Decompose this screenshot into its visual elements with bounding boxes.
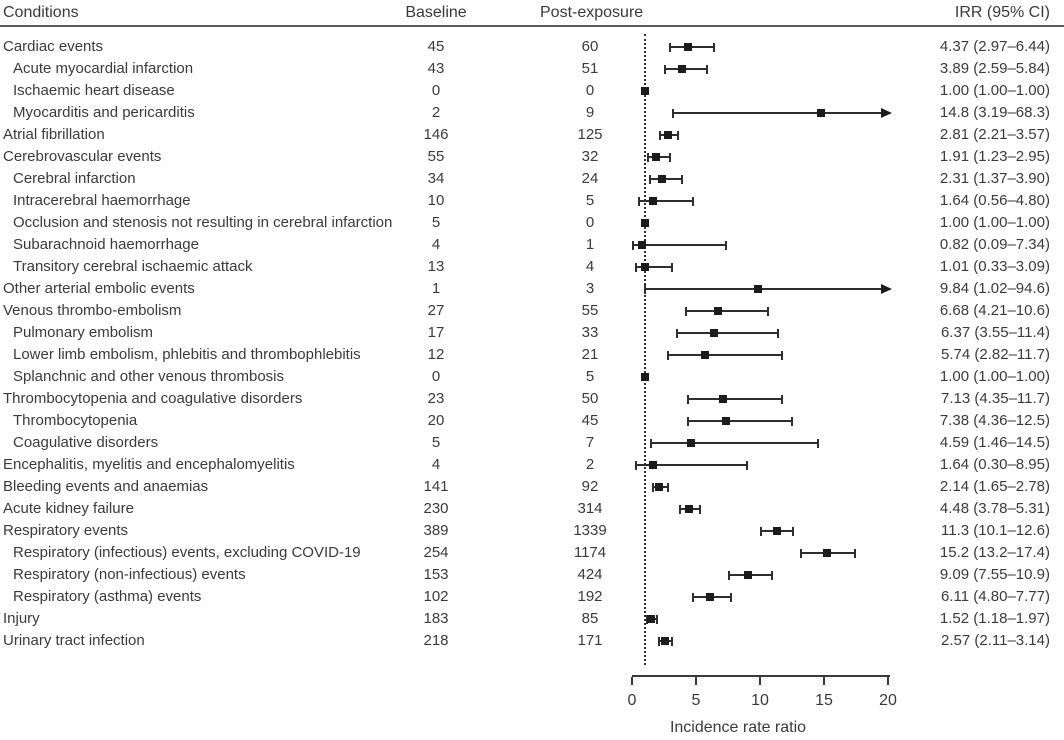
ci-whisker (650, 178, 682, 180)
ci-whisker (686, 310, 768, 312)
x-axis-line (632, 675, 890, 677)
ci-cap-left (679, 505, 681, 514)
post-exposure-value: 0 (585, 82, 595, 99)
irr-value: 4.37 (2.97–6.44) (939, 38, 1050, 55)
baseline-value: 13 (427, 258, 445, 275)
irr-value: 2.14 (1.65–2.78) (939, 478, 1050, 495)
post-exposure-value: 55 (581, 302, 599, 319)
irr-value: 4.59 (1.46–14.5) (939, 434, 1050, 451)
ci-cap-right (771, 571, 773, 580)
baseline-value: 218 (423, 632, 449, 649)
post-exposure-value: 424 (577, 566, 603, 583)
irr-value: 2.81 (2.21–3.57) (939, 126, 1050, 143)
baseline-value: 141 (423, 478, 449, 495)
ci-whisker (668, 354, 782, 356)
point-estimate-marker (719, 395, 727, 403)
point-estimate-marker (706, 593, 714, 601)
column-header-conditions: Conditions (3, 4, 79, 21)
ci-cap-left (647, 153, 649, 162)
point-estimate-marker (722, 417, 730, 425)
irr-value: 6.68 (4.21–10.6) (939, 302, 1050, 319)
condition-label: Cerebrovascular events (3, 148, 162, 165)
x-axis-tick-label: 15 (815, 692, 833, 709)
irr-value: 1.00 (1.00–1.00) (939, 214, 1050, 231)
condition-label: Encephalitis, myelitis and encephalomyelitis (3, 456, 295, 473)
ci-cap-right (746, 461, 748, 470)
ci-cap-left (652, 483, 654, 492)
x-axis-tick (823, 677, 825, 685)
irr-value: 1.00 (1.00–1.00) (939, 368, 1050, 385)
point-estimate-marker (817, 109, 825, 117)
post-exposure-value: 92 (581, 478, 599, 495)
irr-value: 1.91 (1.23–2.95) (939, 148, 1050, 165)
condition-label: Other arterial embolic events (3, 280, 195, 297)
ci-cap-right (854, 549, 856, 558)
baseline-value: 5 (431, 434, 441, 451)
post-exposure-value: 0 (585, 214, 595, 231)
post-exposure-value: 24 (581, 170, 599, 187)
irr-value: 4.48 (3.78–5.31) (939, 500, 1050, 517)
ci-cap-right (792, 527, 794, 536)
baseline-value: 4 (431, 456, 441, 473)
ci-whisker (670, 46, 714, 48)
point-estimate-marker (684, 43, 692, 51)
ci-cap-right (730, 593, 732, 602)
condition-label: Intracerebral haemorrhage (13, 192, 191, 209)
baseline-value: 45 (427, 38, 445, 55)
ci-cap-right (656, 615, 658, 624)
post-exposure-value: 2 (585, 456, 595, 473)
post-exposure-value: 45 (581, 412, 599, 429)
condition-label: Cardiac events (3, 38, 104, 55)
condition-label: Thrombocytopenia and coagulative disorders (3, 390, 303, 407)
ci-cap-left (644, 285, 646, 294)
condition-label: Subarachnoid haemorrhage (13, 236, 199, 253)
condition-label: Lower limb embolism, phlebitis and thrombophlebitis (13, 346, 361, 363)
point-estimate-marker (685, 505, 693, 513)
point-estimate-marker (823, 549, 831, 557)
reference-line (644, 34, 646, 665)
baseline-value: 43 (427, 60, 445, 77)
point-estimate-marker (641, 87, 649, 95)
baseline-value: 4 (431, 236, 441, 253)
ci-cap-left (760, 527, 762, 536)
irr-value: 11.3 (10.1–12.6) (941, 522, 1050, 539)
post-exposure-value: 7 (585, 434, 595, 451)
ci-cap-right (681, 175, 683, 184)
ci-cap-right (767, 307, 769, 316)
point-estimate-marker (701, 351, 709, 359)
condition-label: Cerebral infarction (13, 170, 136, 187)
post-exposure-value: 1174 (573, 544, 607, 561)
ci-cap-left (658, 637, 660, 646)
point-estimate-marker (714, 307, 722, 315)
post-exposure-value: 4 (585, 258, 595, 275)
ci-whisker (633, 244, 726, 246)
point-estimate-marker (641, 263, 649, 271)
condition-label: Respiratory (non-infectious) events (13, 566, 246, 583)
post-exposure-value: 5 (585, 368, 595, 385)
x-axis-tick-label: 10 (751, 692, 769, 709)
irr-value: 7.13 (4.35–11.7) (941, 390, 1050, 407)
point-estimate-marker (649, 197, 657, 205)
ci-cap-right (667, 483, 669, 492)
post-exposure-value: 85 (581, 610, 599, 627)
ci-cap-left (659, 131, 661, 140)
irr-value: 2.57 (2.11–3.14) (941, 632, 1050, 649)
ci-cap-right (699, 505, 701, 514)
ci-cap-left (649, 175, 651, 184)
baseline-value: 5 (431, 214, 441, 231)
post-exposure-value: 32 (581, 148, 599, 165)
x-axis-tick (759, 677, 761, 685)
condition-label: Acute myocardial infarction (13, 60, 194, 77)
condition-label: Bleeding events and anaemias (3, 478, 209, 495)
ci-cap-left (672, 109, 674, 118)
x-axis-tick-label: 5 (691, 692, 701, 709)
baseline-value: 2 (431, 104, 441, 121)
irr-value: 3.89 (2.59–5.84) (939, 60, 1050, 77)
irr-value: 2.31 (1.37–3.90) (939, 170, 1050, 187)
point-estimate-marker (664, 131, 672, 139)
condition-label: Respiratory (asthma) events (13, 588, 202, 605)
ci-cap-left (650, 439, 652, 448)
column-header-post-exposure: Post-exposure (540, 4, 644, 21)
condition-label: Coagulative disorders (13, 434, 159, 451)
baseline-value: 0 (431, 82, 441, 99)
irr-value: 1.01 (0.33–3.09) (939, 258, 1050, 275)
ci-whisker (665, 68, 707, 70)
baseline-value: 12 (427, 346, 445, 363)
condition-label: Injury (3, 610, 40, 627)
ci-cap-right (692, 197, 694, 206)
ci-whisker (651, 442, 818, 444)
ci-cap-left (692, 593, 694, 602)
ci-cap-right (781, 351, 783, 360)
x-axis-tick (631, 677, 633, 685)
ci-cap-right (791, 417, 793, 426)
point-estimate-marker (647, 615, 655, 623)
post-exposure-value: 3 (585, 280, 595, 297)
condition-label: Respiratory events (3, 522, 129, 539)
ci-cap-left (669, 43, 671, 52)
post-exposure-value: 50 (581, 390, 599, 407)
ci-cap-left (667, 351, 669, 360)
ci-cap-left (676, 329, 678, 338)
irr-value: 1.64 (0.30–8.95) (939, 456, 1050, 473)
ci-whisker (645, 288, 881, 290)
post-exposure-value: 9 (585, 104, 595, 121)
baseline-value: 27 (427, 302, 445, 319)
ci-cap-left (800, 549, 802, 558)
baseline-value: 389 (423, 522, 449, 539)
point-estimate-marker (687, 439, 695, 447)
post-exposure-value: 192 (577, 588, 603, 605)
point-estimate-marker (649, 461, 657, 469)
point-estimate-marker (652, 153, 660, 161)
baseline-value: 230 (423, 500, 449, 517)
irr-value: 15.2 (13.2–17.4) (939, 544, 1050, 561)
condition-label: Occlusion and stenosis not resulting in cerebral infarction (13, 214, 393, 231)
condition-label: Ischaemic heart disease (13, 82, 175, 99)
ci-cap-right (671, 263, 673, 272)
x-axis-tick-label: 20 (879, 692, 897, 709)
condition-label: Pulmonary embolism (13, 324, 154, 341)
baseline-value: 183 (423, 610, 449, 627)
point-estimate-marker (744, 571, 752, 579)
irr-value: 6.11 (4.80–7.77) (941, 588, 1050, 605)
ci-cap-right (706, 65, 708, 74)
ci-cap-left (687, 417, 689, 426)
irr-value: 0.82 (0.09–7.34) (939, 236, 1050, 253)
ci-cap-right (817, 439, 819, 448)
baseline-value: 153 (423, 566, 449, 583)
post-exposure-value: 21 (581, 346, 599, 363)
irr-value: 7.38 (4.36–12.5) (939, 412, 1050, 429)
ci-cap-left (664, 65, 666, 74)
post-exposure-value: 171 (577, 632, 603, 649)
point-estimate-marker (655, 483, 663, 491)
condition-label: Atrial fibrillation (3, 126, 105, 143)
point-estimate-marker (773, 527, 781, 535)
baseline-value: 20 (427, 412, 445, 429)
irr-value: 1.52 (1.18–1.97) (939, 610, 1050, 627)
point-estimate-marker (754, 285, 762, 293)
x-axis-tick-label: 0 (627, 692, 637, 709)
baseline-value: 254 (423, 544, 449, 561)
post-exposure-value: 1339 (573, 522, 607, 539)
x-axis-tick (695, 677, 697, 685)
point-estimate-marker (641, 373, 649, 381)
ci-whisker (677, 332, 777, 334)
ci-cap-left (685, 307, 687, 316)
header-divider (0, 25, 1064, 27)
ci-cap-left (687, 395, 689, 404)
ci-cap-right (669, 153, 671, 162)
irr-value: 1.64 (0.56–4.80) (939, 192, 1050, 209)
condition-label: Urinary tract infection (3, 632, 145, 649)
ci-cap-right (781, 395, 783, 404)
irr-value: 9.09 (7.55–10.9) (939, 566, 1050, 583)
baseline-value: 17 (427, 324, 445, 341)
point-estimate-marker (658, 175, 666, 183)
condition-label: Myocarditis and pericarditis (13, 104, 195, 121)
ci-whisker (673, 112, 881, 114)
baseline-value: 102 (423, 588, 449, 605)
ci-whisker (688, 398, 782, 400)
condition-label: Acute kidney failure (3, 500, 134, 517)
ci-cap-right (777, 329, 779, 338)
irr-value: 9.84 (1.02–94.6) (939, 280, 1050, 297)
ci-cap-right (725, 241, 727, 250)
condition-label: Respiratory (infectious) events, excluding COVID-19 (13, 544, 361, 561)
ci-cap-right (713, 43, 715, 52)
baseline-value: 34 (427, 170, 445, 187)
post-exposure-value: 33 (581, 324, 599, 341)
point-estimate-marker (641, 219, 649, 227)
irr-value: 5.74 (2.82–11.7) (941, 346, 1050, 363)
baseline-value: 146 (423, 126, 449, 143)
condition-label: Venous thrombo-embolism (3, 302, 182, 319)
irr-value: 1.00 (1.00–1.00) (939, 82, 1050, 99)
post-exposure-value: 5 (585, 192, 595, 209)
point-estimate-marker (661, 637, 669, 645)
ci-cap-right (671, 637, 673, 646)
baseline-value: 23 (427, 390, 445, 407)
baseline-value: 1 (431, 280, 441, 297)
ci-cap-left (728, 571, 730, 580)
condition-label: Thrombocytopenia (13, 412, 138, 429)
ci-cap-right (677, 131, 679, 140)
column-header-baseline: Baseline (405, 4, 467, 21)
irr-value: 14.8 (3.19–68.3) (939, 104, 1050, 121)
irr-value: 6.37 (3.55–11.4) (941, 324, 1050, 341)
post-exposure-value: 314 (577, 500, 603, 517)
baseline-value: 0 (431, 368, 441, 385)
point-estimate-marker (678, 65, 686, 73)
column-header-irr: IRR (95% CI) (954, 4, 1050, 21)
condition-label: Splanchnic and other venous thrombosis (13, 368, 284, 385)
ci-whisker (639, 200, 693, 202)
baseline-value: 10 (427, 192, 445, 209)
x-axis-title: Incidence rate ratio (669, 719, 807, 736)
post-exposure-value: 51 (581, 60, 599, 77)
baseline-value: 55 (427, 148, 445, 165)
post-exposure-value: 1 (585, 236, 595, 253)
condition-label: Transitory cerebral ischaemic attack (13, 258, 253, 275)
ci-whisker (688, 420, 792, 422)
post-exposure-value: 60 (581, 38, 599, 55)
post-exposure-value: 125 (577, 126, 603, 143)
x-axis-tick (887, 677, 889, 685)
point-estimate-marker (710, 329, 718, 337)
